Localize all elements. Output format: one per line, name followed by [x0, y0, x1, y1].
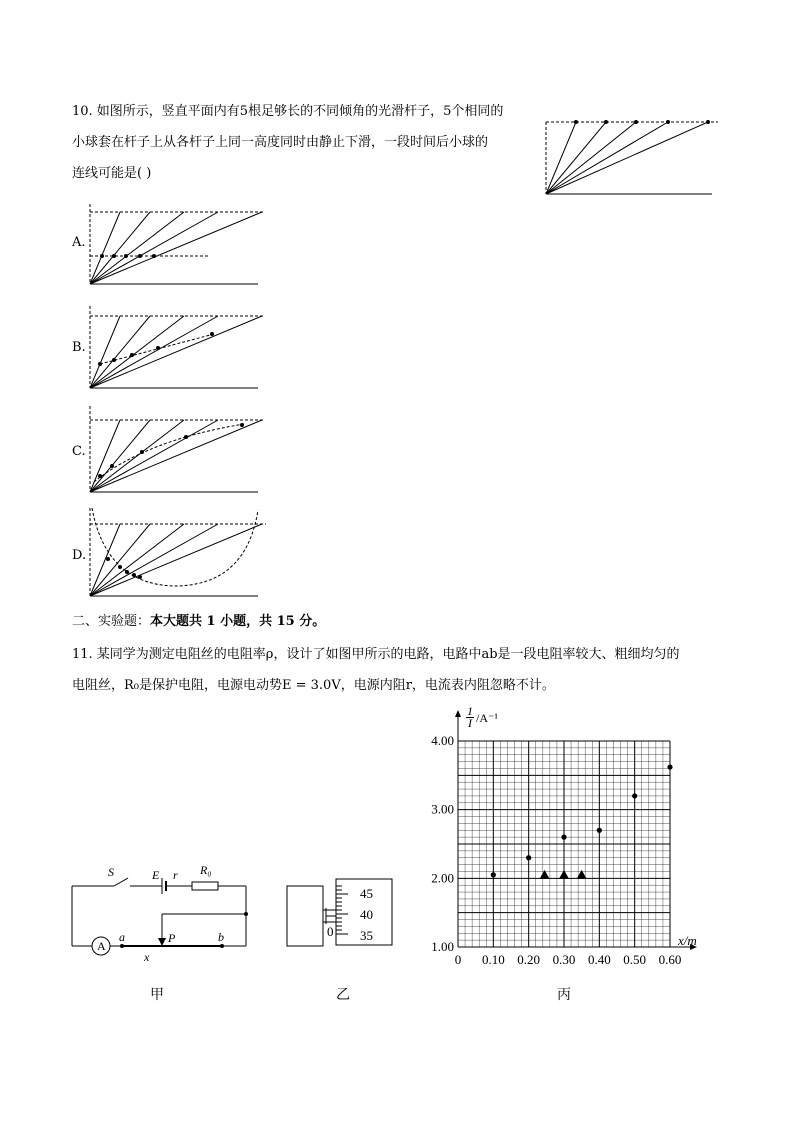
option-b-figure [86, 302, 266, 397]
x-tick-origin: 0 [454, 952, 462, 967]
data-point [667, 764, 672, 769]
x-tick-label: 0.50 [623, 952, 647, 967]
q10-line-3: 连线可能是( ) [72, 166, 152, 181]
y-tick-label: 2.00 [431, 870, 454, 886]
x-tick-label: 0.20 [517, 952, 541, 967]
switch-label: S [108, 865, 114, 879]
y-tick-label: 3.00 [431, 801, 454, 817]
micrometer-zero: 0 [327, 924, 334, 939]
resistor-label: R₀ [200, 863, 212, 877]
option-b-label: B. [72, 340, 86, 355]
q10-line-1: 10. 如图所示，竖直平面内有5根足够长的不同倾角的光滑杆子，5个相同的 [72, 104, 504, 119]
q10-main-figure [540, 112, 720, 202]
y-label-fraction [466, 706, 474, 729]
option-c-label: C. [72, 444, 86, 459]
x-tick-label: 0.10 [481, 952, 505, 967]
graph-axes [455, 710, 697, 950]
y-axis-arrow [455, 710, 461, 717]
option-a-label: A. [72, 235, 86, 250]
y-tick-label: 4.00 [431, 733, 454, 748]
data-point [632, 793, 637, 798]
x-tick-label: 0.60 [658, 952, 682, 967]
option-d-figure [86, 506, 271, 601]
triangle-marker [540, 870, 550, 879]
caption-bing: 丙 [557, 987, 571, 1003]
y-label-denominator: I [468, 716, 472, 730]
caption-yi: 乙 [336, 987, 350, 1003]
section-2-prefix: 二、实验题： [72, 614, 151, 629]
option-d-label: D. [72, 548, 87, 563]
data-point [491, 872, 496, 877]
data-point [526, 855, 531, 860]
micrometer-tick-35: 35 [360, 928, 373, 943]
graph-grid [458, 741, 670, 947]
point-b-label: b [218, 930, 224, 944]
option-a-figure [86, 198, 266, 293]
emf-label: E [152, 868, 160, 882]
circuit-diagram [66, 858, 266, 968]
option-c-figure [86, 404, 266, 499]
data-point [561, 835, 566, 840]
x-tick-label: 0.30 [552, 952, 576, 967]
caption-jia: 甲 [150, 987, 164, 1003]
data-point [597, 828, 602, 833]
length-x-label: x [144, 950, 150, 964]
y-tick-label: 1.00 [431, 939, 454, 954]
triangle-marker [559, 870, 569, 879]
q11-line-2: 电阻丝，R₀是保护电阻，电源电动势E = 3.0V，电源内阻r，电流表内阻忽略不计。 [72, 678, 555, 693]
point-a-label: a [119, 930, 125, 944]
section-2-heading [72, 612, 325, 631]
x-axis-label: x/m [678, 933, 697, 948]
x-tick-label: 0.40 [587, 952, 611, 967]
internal-resistance-label: r [173, 868, 178, 882]
ammeter-label: A [97, 939, 106, 953]
section-2-bold-text: 本大题共 1 小题，共 15 分。 [150, 614, 326, 629]
q11-line-1: 11. 某同学为测定电阻丝的电阻率ρ，设计了如图甲所示的电路，电路中ab是一段电阻率较大、粗细均匀的 [72, 647, 680, 662]
y-label-unit: /A⁻¹ [476, 711, 498, 725]
q10-line-2: 小球套在杆子上从各杆子上同一高度同时由静止下滑，一段时间后小球的 [72, 135, 489, 150]
graph-points [491, 764, 673, 878]
slider-label: P [168, 931, 176, 945]
graph-tick-labels [431, 733, 681, 967]
micrometer-diagram [286, 878, 396, 948]
y-label-numerator: 1 [467, 704, 473, 718]
micrometer-tick-45: 45 [360, 886, 373, 901]
micrometer-tick-40: 40 [360, 907, 373, 922]
graph-panel [420, 705, 700, 975]
